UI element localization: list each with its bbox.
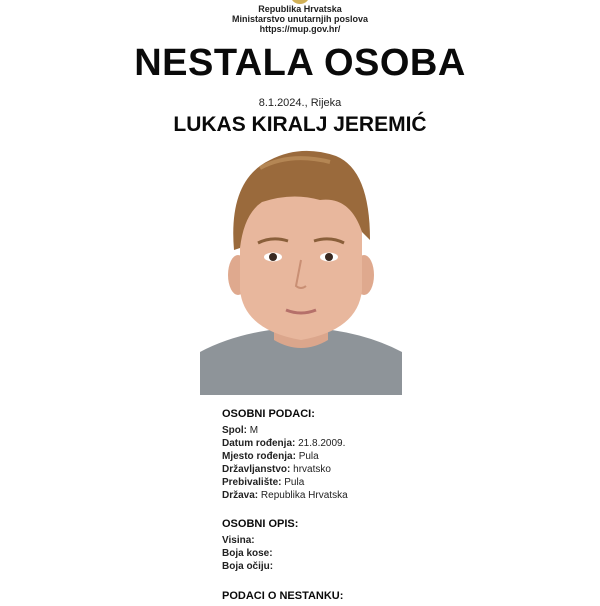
field-value: M xyxy=(249,425,259,436)
date-place: 8.1.2024., Rijeka xyxy=(258,97,342,109)
field-value: 21.8.2009. xyxy=(298,438,346,449)
field-label: Spol: xyxy=(222,425,247,436)
field-row xyxy=(222,450,348,463)
field-row xyxy=(222,547,298,560)
person-photo xyxy=(200,140,402,395)
header-ministry: Ministarstvo unutarnjih poslova xyxy=(231,14,368,24)
field-label: Državljanstvo: xyxy=(222,464,291,475)
person-name: LUKAS KIRALJ JEREMIĆ xyxy=(173,113,427,136)
field-label: Visina: xyxy=(222,535,255,546)
personal-data-heading: OSOBNI PODACI: xyxy=(222,408,315,420)
field-value: Pula xyxy=(284,477,305,488)
field-row xyxy=(222,463,348,476)
field-row xyxy=(222,424,348,437)
field-row xyxy=(222,476,348,489)
field-row xyxy=(222,489,348,502)
boy-portrait-image xyxy=(200,140,402,395)
disappearance-heading: PODACI O NESTANKU: xyxy=(222,590,344,602)
physical-description-section xyxy=(222,518,298,573)
field-label: Datum rođenja: xyxy=(222,438,296,449)
header-url[interactable]: https://mup.gov.hr/ xyxy=(259,24,341,34)
field-label: Država: xyxy=(222,490,259,501)
field-label: Mjesto rođenja: xyxy=(222,451,296,462)
header-country: Republika Hrvatska xyxy=(258,4,342,14)
field-row xyxy=(222,437,348,450)
field-row xyxy=(222,534,298,547)
physical-description-heading: OSOBNI OPIS: xyxy=(222,518,299,530)
field-value: Pula xyxy=(298,451,319,462)
field-label: Prebivalište: xyxy=(222,477,282,488)
field-row xyxy=(222,560,298,573)
personal-data-section xyxy=(222,408,348,502)
disappearance-section xyxy=(222,590,343,606)
field-label: Boja kose: xyxy=(222,548,273,559)
field-label: Boja očiju: xyxy=(222,561,274,572)
field-value: hrvatsko xyxy=(293,464,331,475)
field-value: Republika Hrvatska xyxy=(260,490,348,501)
issuer-header xyxy=(0,4,600,34)
poster-title: NESTALA OSOBA xyxy=(134,42,466,84)
